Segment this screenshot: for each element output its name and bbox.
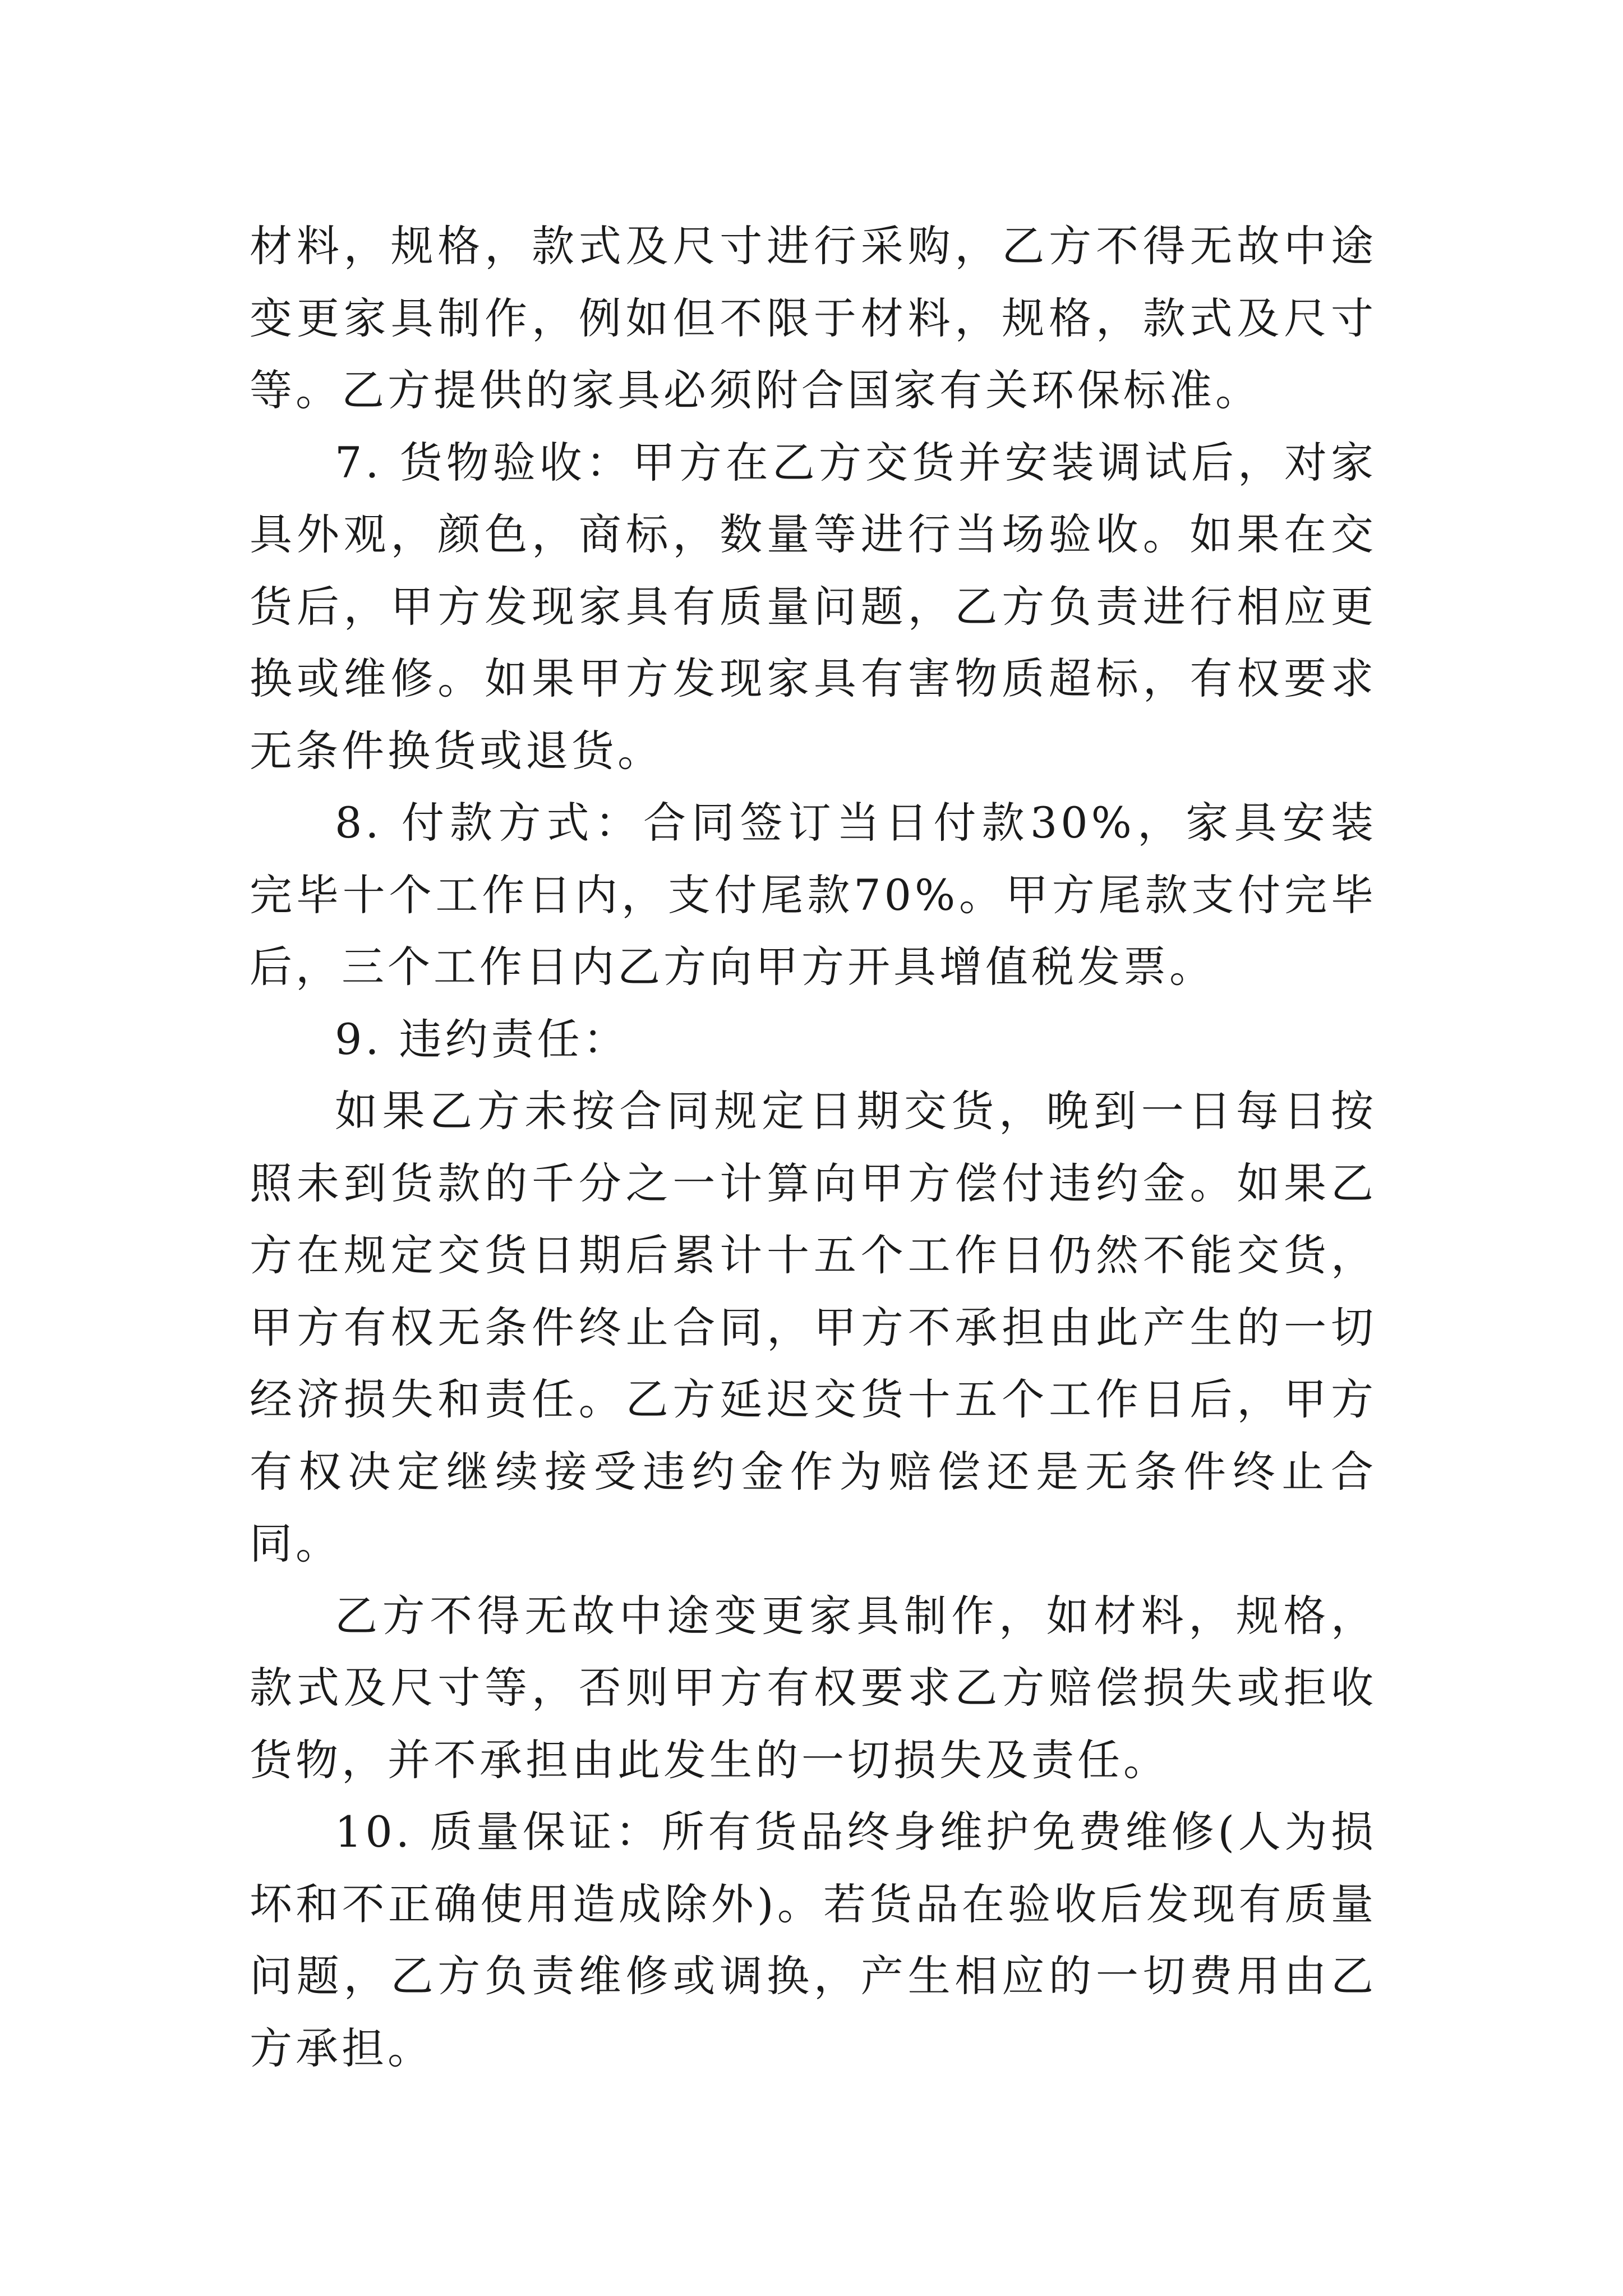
paragraph-late-delivery: 如果乙方未按合同规定日期交货，晚到一日每日按照未到货款的千分之一计算向甲方偿付违约金。如果乙方在规定交货日期后累计十五个工作日仍然不能交货，甲方有权无条件终止合同，甲方不承担由此产生的一切经济损失和责任。乙方延迟交货十五个工作日后，甲方有权决定继续接受违约金作为赔偿还是无条件终止合同。 [250, 1086, 1377, 1568]
paragraph-materials: 材料，规格，款式及尺寸进行采购，乙方不得无故中途变更家具制作，例如但不限于材料，规格，款式及尺寸等。乙方提供的家具必须附合国家有关环保标准。 [250, 221, 1377, 415]
paragraph-breach-heading: 9. 违约责任： [335, 1014, 629, 1064]
paragraph-no-change: 乙方不得无故中途变更家具制作，如材料，规格，款式及尺寸等，否则甲方有权要求乙方赔偿损失或拒收货物，并不承担由此发生的一切损失及责任。 [250, 1590, 1377, 1785]
paragraph-quality-guarantee: 10. 质量保证：所有货品终身维护免费维修(人为损坏和不正确使用造成除外)。若货品在验收后发现有质量问题，乙方负责维修或调换，产生相应的一切费用由乙方承担。 [250, 1807, 1377, 2073]
document-page [250, 210, 1377, 2085]
paragraph-goods-acceptance: 7. 货物验收：甲方在乙方交货并安装调试后，对家具外观，颜色，商标，数量等进行当场验收。如果在交货后，甲方发现家具有质量问题，乙方负责进行相应更换或维修。如果甲方发现家具有害物质超标，有权要求无条件换货或退货。 [250, 437, 1377, 776]
paragraph-payment-method: 8. 付款方式：合同签订当日付款30%，家具安装完毕十个工作日内，支付尾款70%。甲方尾款支付完毕后，三个工作日内乙方向甲方开具增值税发票。 [250, 798, 1377, 992]
